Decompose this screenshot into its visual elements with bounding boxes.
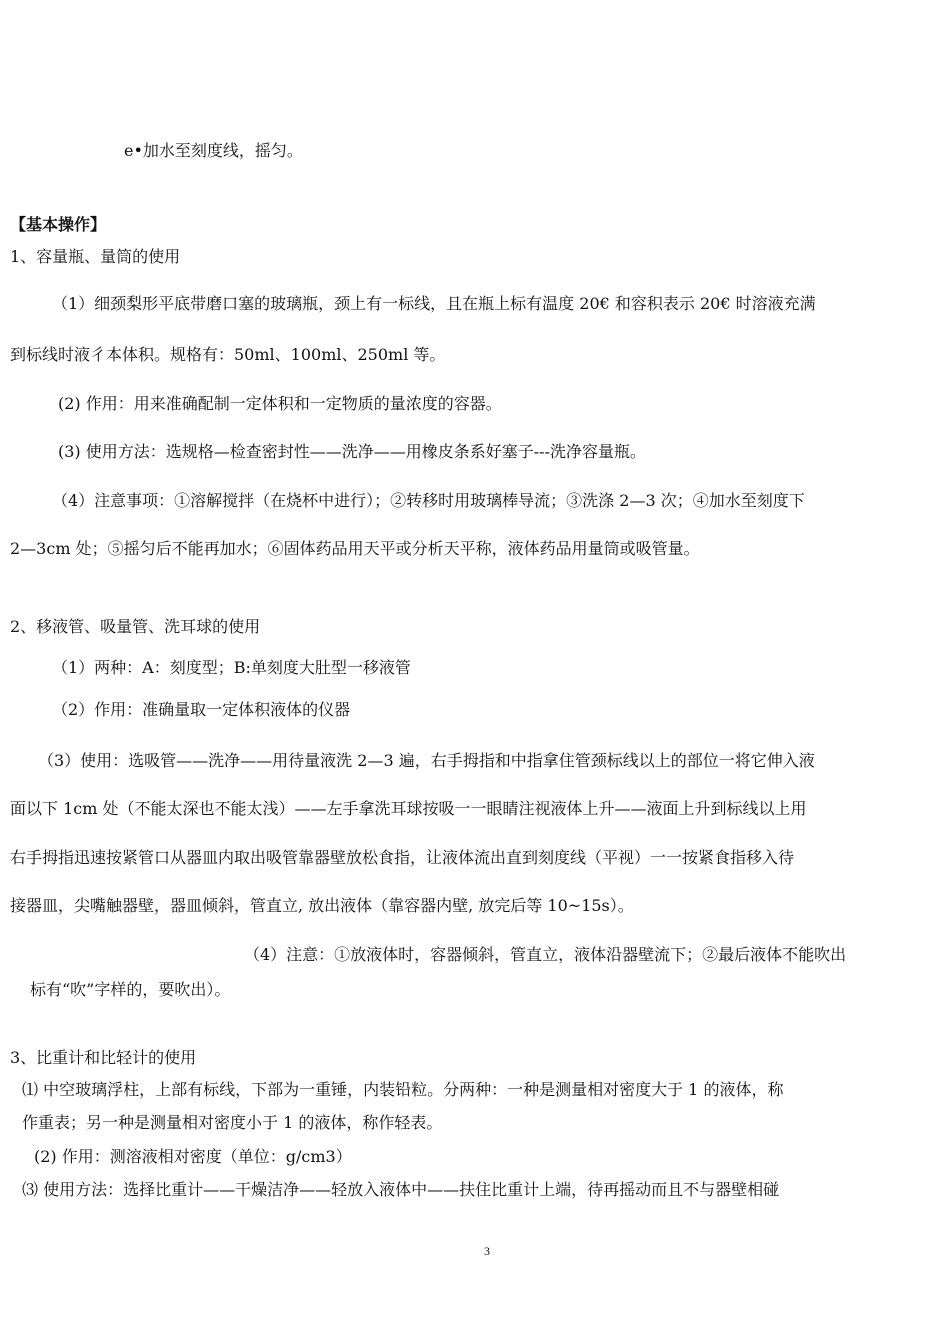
paragraph-line: (2) 作用：用来准确配制一定体积和一定物质的量浓度的容器。 (58, 394, 502, 413)
paragraph-line: 作重表；另一种是测量相对密度小于 1 的液体，称作轻表。 (22, 1113, 443, 1132)
paragraph-line: ⑴ 中空玻璃浮柱，上部有标线，下部为一重锤，内装铅粒。分两种：一种是测量相对密度大于 1 的液体，称 (22, 1080, 784, 1099)
step-e-line: e•加水至刻度线，摇匀。 (124, 141, 303, 160)
heading-hydrometer: 3、比重计和比轻计的使用 (10, 1048, 197, 1067)
paragraph-line: （1）两种：A：刻度型；B:单刻度大肚型一移液管 (52, 658, 411, 677)
paragraph-line: (3) 使用方法：选规格—检查密封性——洗净——用橡皮条系好塞子---洗净容量瓶。 (58, 442, 646, 461)
paragraph-line: （3）使用：选吸管——洗净——用待量液洗 2—3 遍，右手拇指和中指拿住管颈标线以上的部位一将它伸入液 (38, 751, 815, 770)
paragraph-line: 接器皿，尖嘴触器壁，器皿倾斜，管直立, 放出液体（靠容器内壁, 放完后等 10~15s）。 (10, 896, 634, 915)
heading-pipette: 2、移液管、吸量管、洗耳球的使用 (10, 617, 261, 636)
paragraph-line: 右手拇指迅速按紧管口从器皿内取出吸管靠器壁放松食指，让液体流出直到刻度线（平视）一一按紧食指移入待 (10, 848, 795, 867)
paragraph-line: 标有“吹”字样的，要吹出）。 (30, 980, 231, 999)
paragraph-line: (2) 作用：测溶液相对密度（单位：g/cm3） (34, 1147, 352, 1166)
paragraph-line: 2—3cm 处；⑤摇匀后不能再加水；⑥固体药品用天平或分析天平称，液体药品用量筒或吸管量。 (10, 539, 700, 558)
heading-volumetric-flask: 1、容量瓶、量筒的使用 (10, 247, 181, 266)
section-heading-basic-operations: 【基本操作】 (10, 215, 107, 234)
paragraph-line: （4）注意：①放液体时，容器倾斜，管直立，液体沿器壁流下；②最后液体不能吹出 (244, 945, 847, 964)
paragraph-line: （4）注意事项：①溶解搅拌（在烧杯中进行）；②转移时用玻璃棒导流；③洗涤 2—3 次；④加水至刻度下 (52, 491, 805, 510)
paragraph-line: 面以下 1cm 处（不能太深也不能太浅）——左手拿洗耳球按吸一一眼睛注视液体上升——液面上升到标线以上用 (10, 799, 807, 818)
paragraph-line: 到标线时液彳本体积。规格有：50ml、100ml、250ml 等。 (10, 345, 446, 364)
page-number: 3 (484, 1244, 490, 1258)
paragraph-line: ⑶ 使用方法：选择比重计——干燥洁净——轻放入液体中——扶住比重计上端，待再摇动而且不与器壁相碰 (22, 1180, 780, 1199)
paragraph-line: （2）作用：准确量取一定体积液体的仪器 (52, 700, 351, 719)
paragraph-line: （1）细颈梨形平底带磨口塞的玻璃瓶，颈上有一标线，且在瓶上标有温度 20€ 和容积表示 20€ 时溶液充满 (52, 294, 816, 313)
